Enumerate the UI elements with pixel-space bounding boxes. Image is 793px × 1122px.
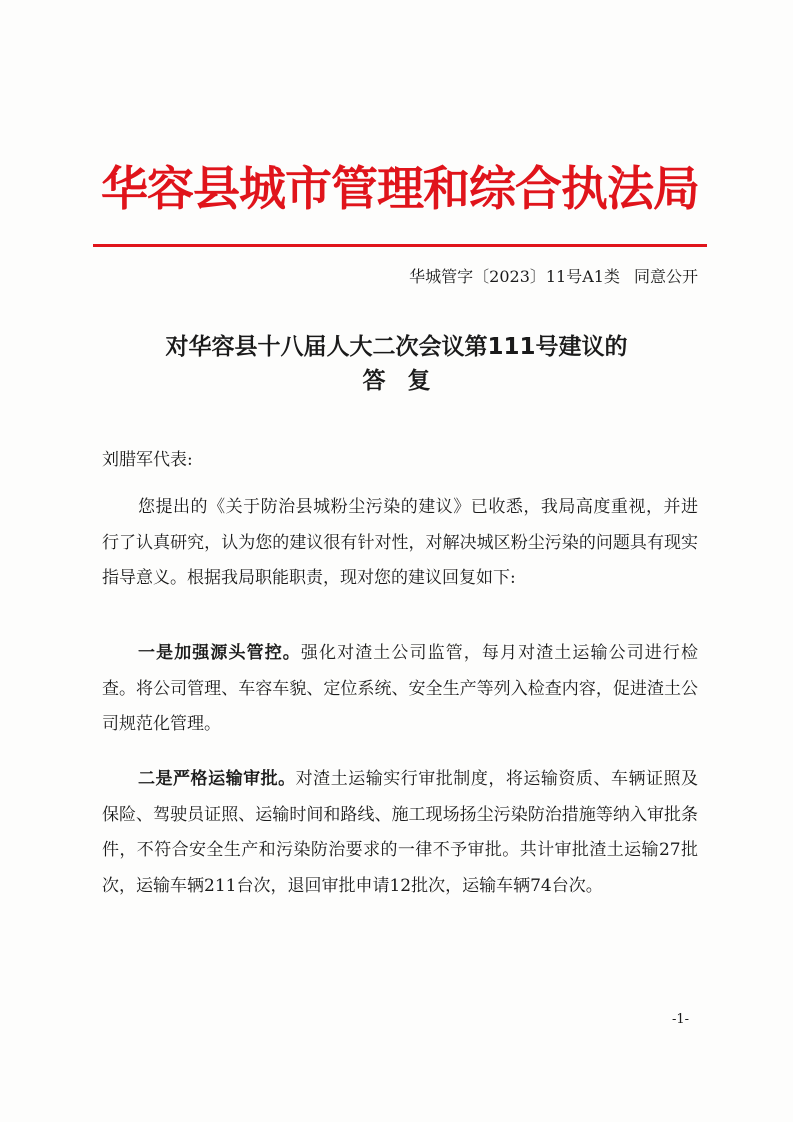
disclosure-status: 同意公开: [633, 267, 698, 286]
body-paragraph-transport-approval: [102, 762, 698, 904]
paragraph-lead: 一是加强源头管控。: [138, 643, 301, 663]
letterhead-divider: [93, 244, 707, 247]
page-number: -1-: [672, 1012, 690, 1027]
document-heading: [80, 330, 713, 398]
paragraph-text: 强化对渣土公司监管，每月对渣土运输公司进行检查。将公司管理、车容车貌、定位系统、安全生产等列入检查内容，促进渣土公司规范化管理。: [102, 643, 699, 734]
paragraph-text: 对渣土运输实行审批制度，将运输资质、车辆证照及保险、驾驶员证照、运输时间和路线、施工现场扬尘污染防治措施等纳入审批条件，不符合安全生产和污染防治要求的一律不予审批。共计审批渣土运输27批次，运输车辆211台次，退回审批申请12批次，运输车辆74台次。: [102, 769, 699, 896]
document-heading-line-2: 答复: [362, 368, 453, 394]
document-heading-line-1: 对华容县十八届人大二次会议第111号建议的: [165, 334, 628, 360]
document-number: 华城管字〔2023〕11号A1类: [409, 267, 620, 286]
paragraph-lead: 二是严格运输审批。: [138, 769, 296, 789]
body-paragraph-intro: [102, 490, 698, 597]
document-number-line: [300, 265, 698, 289]
salutation: 刘腊军代表:: [102, 450, 193, 470]
body-paragraph-source-control: [102, 636, 698, 743]
agency-letterhead-title: 华容县城市管理和综合执法局: [101, 162, 699, 217]
paragraph-text: 您提出的《关于防治县城粉尘污染的建议》已收悉，我局高度重视，并进行了认真研究，认为您的建议很有针对性，对解决城区粉尘污染的问题具有现实指导意义。根据我局职能职责，现对您的建议回复如下:: [102, 497, 698, 588]
